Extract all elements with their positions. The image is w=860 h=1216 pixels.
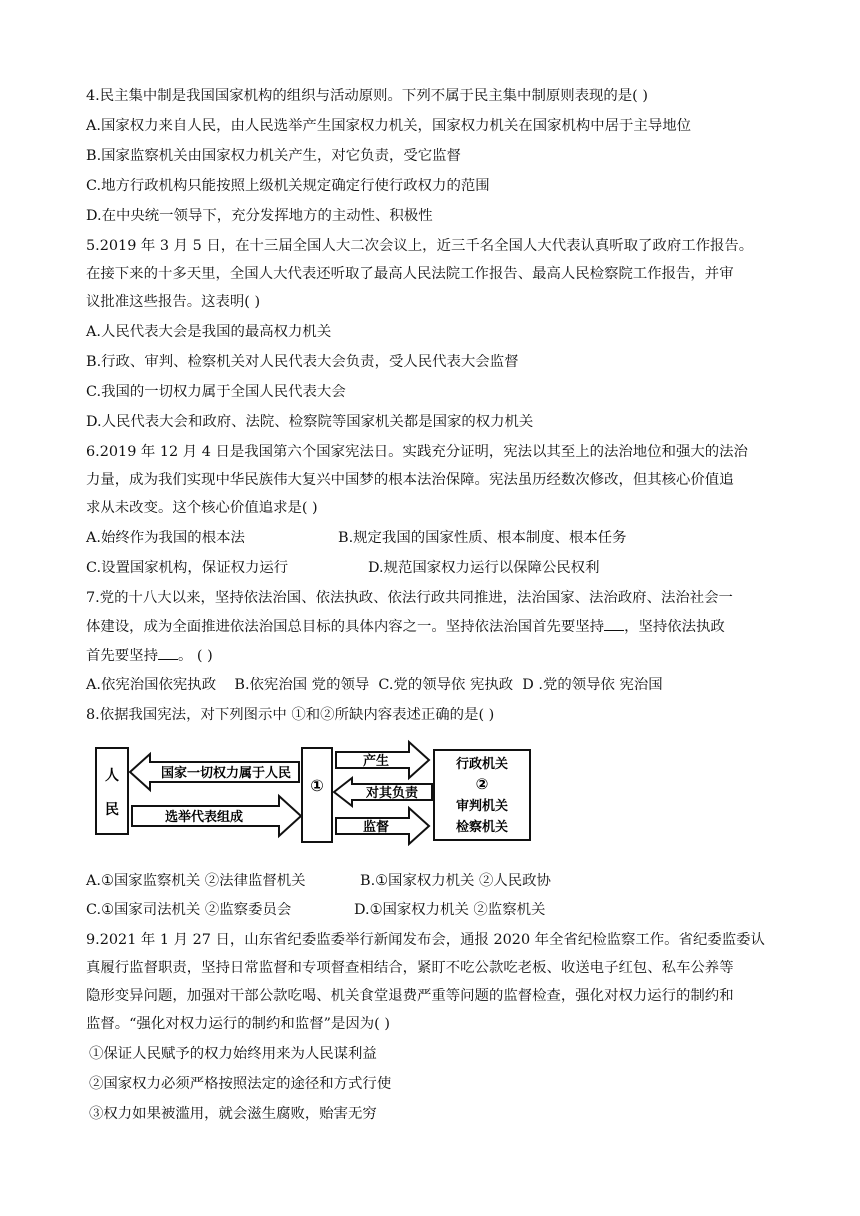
bottom-arrow-label: 选举代表组成 bbox=[164, 810, 244, 825]
people-box bbox=[96, 748, 128, 834]
q4-option-c: C.地方行政机构只能按照上级机关规定确定行使行政权力的范围 bbox=[86, 178, 490, 194]
produce-label: 产生 bbox=[362, 754, 390, 769]
center-box bbox=[302, 748, 332, 842]
center-label: ① bbox=[310, 776, 324, 795]
q6-option-d: D.规范国家权力运行以保障公民权利 bbox=[368, 560, 600, 576]
q7-blank-1 bbox=[604, 616, 624, 631]
q7-stem-part-4: 。 ( ) bbox=[177, 648, 213, 664]
q7-stem-part-1: 体建设，成为全面推进依法治国总目标的具体内容之一。坚持依法治国首先要坚持 bbox=[86, 619, 605, 635]
q8-stem: 8.依据我国宪法，对下列图示中 ①和②所缺内容表述正确的是( ) bbox=[86, 707, 495, 723]
q5-stem-line-2: 在接下来的十多天里，全国人大代表还听取了最高人民法院工作报告、最高人民检察院工作报告，并审 bbox=[86, 266, 734, 282]
organ-label-1: 行政机关 bbox=[455, 757, 509, 772]
q8-option-d: D.①国家权力机关 ②监察机关 bbox=[354, 902, 546, 918]
q6-stem-line-2: 力量，成为我们实现中华民族伟大复兴中国梦的根本法治保障。宪法虽历经数次修改，但其核心价值追 bbox=[86, 472, 734, 488]
organ-label-2: ② bbox=[475, 775, 489, 793]
q6-stem-line-3: 求从未改变。这个核心价值追求是( ) bbox=[86, 500, 318, 516]
q4-option-d: D.在中央统一领导下，充分发挥地方的主动性、积极性 bbox=[86, 208, 433, 224]
q6-option-c: C.设置国家机构，保证权力运行 bbox=[86, 560, 289, 576]
q7-options: A.依宪治国依宪执政 B.依宪治国 党的领导 C.党的领导依 宪执政 D .党的领导依 宪治国 bbox=[86, 677, 663, 693]
q9-stem-line-1: 9.2021 年 1 月 27 日，山东省纪委监委举行新闻发布会，通报 2020 年全省纪检监察工作。省纪委监委认 bbox=[86, 932, 765, 948]
q5-option-a: A.人民代表大会是我国的最高权力机关 bbox=[86, 324, 332, 340]
top-arrow-label: 国家一切权力属于人民 bbox=[160, 766, 292, 781]
organ-label-4: 检察机关 bbox=[455, 820, 509, 835]
q9-stem-line-4: 监督。“强化对权力运行的制约和监督”是因为( ) bbox=[86, 1016, 390, 1032]
q9-stem-line-3: 隐形变异问题，加强对干部公款吃喝、机关食堂退费严重等问题的监督检查，强化对权力运行的制约和 bbox=[86, 988, 734, 1004]
q5-option-b: B.行政、审判、检察机关对人民代表大会负责，受人民代表大会监督 bbox=[86, 354, 519, 370]
q9-stem-line-2: 真履行监督职责，坚持日常监督和专项督查相结合，紧盯不吃公款吃老板、收送电子红包、私车公养等 bbox=[86, 960, 734, 976]
supervise-label: 监督 bbox=[362, 820, 390, 835]
q4-option-b: B.国家监察机关由国家权力机关产生，对它负责，受它监督 bbox=[86, 148, 461, 164]
q5-option-d: D.人民代表大会和政府、法院、检察院等国家机关都是国家的权力机关 bbox=[86, 414, 534, 430]
q6-option-a: A.始终作为我国的根本法 bbox=[86, 530, 245, 546]
q9-item-2: ②国家权力必须严格按照法定的途径和方式行使 bbox=[89, 1076, 392, 1092]
q7-stem-part-2: ，坚持依法执政 bbox=[624, 619, 725, 635]
q7-stem-part-3: 首先要坚持 bbox=[86, 648, 158, 664]
organ-label-3: 审判机关 bbox=[455, 799, 509, 814]
responsible-label: 对其负责 bbox=[365, 786, 419, 801]
q5-stem-line-3: 议批准这些报告。这表明( ) bbox=[86, 294, 261, 310]
q9-item-1: ①保证人民赋予的权力始终用来为人民谋利益 bbox=[89, 1046, 377, 1062]
q7-blank-2 bbox=[158, 645, 178, 660]
q8-option-c: C.①国家司法机关 ②监察委员会 bbox=[86, 902, 292, 918]
q8-option-a: A.①国家监察机关 ②法律监督机关 bbox=[86, 873, 306, 889]
q6-stem-line-1: 6.2019 年 12 月 4 日是我国第六个国家宪法日。实践充分证明，宪法以其至上的法治地位和强大的法治 bbox=[86, 444, 748, 460]
q6-option-b: B.规定我国的国家性质、根本制度、根本任务 bbox=[338, 530, 627, 546]
q7-stem-line-1: 7.党的十八大以来，坚持依法治国、依法执政、依法行政共同推进，法治国家、法治政府、法治社会一 bbox=[86, 590, 733, 606]
q7-stem-line-3 bbox=[86, 645, 776, 666]
q4-stem: 4.民主集中制是我国国家机构的组织与活动原则。下列不属于民主集中制原则表现的是( ) bbox=[86, 88, 648, 104]
people-label-2: 民 bbox=[105, 802, 119, 818]
q8-option-b: B.①国家权力机关 ②人民政协 bbox=[360, 873, 551, 889]
state-power-diagram bbox=[94, 734, 534, 846]
q4-option-a: A.国家权力来自人民，由人民选举产生国家权力机关，国家权力机关在国家机构中居于主导地位 bbox=[86, 118, 691, 134]
q7-stem-line-2 bbox=[86, 616, 776, 637]
q9-item-3: ③权力如果被滥用，就会滋生腐败，贻害无穷 bbox=[89, 1106, 377, 1122]
people-label-1: 人 bbox=[105, 768, 119, 784]
q5-stem-line-1: 5.2019 年 3 月 5 日，在十三届全国人大二次会议上，近三千名全国人大代表认真听取了政府工作报告。 bbox=[86, 238, 754, 254]
q5-option-c: C.我国的一切权力属于全国人民代表大会 bbox=[86, 384, 346, 400]
